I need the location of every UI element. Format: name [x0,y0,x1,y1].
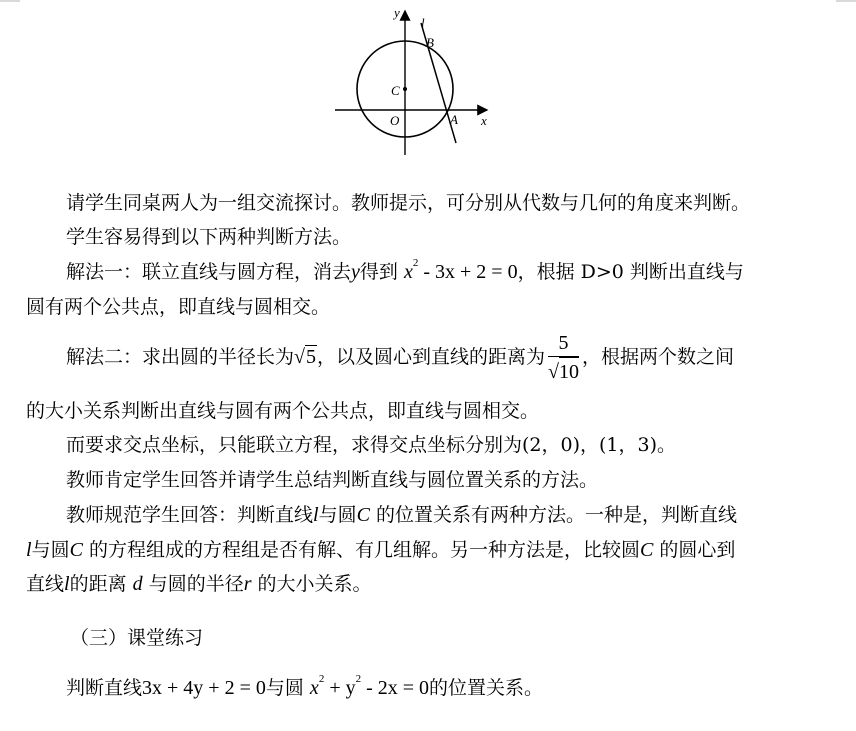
paragraph-2: 学生容易得到以下两种判断方法。 [66,226,352,248]
p11-text-c: 与圆的半径 [148,573,244,595]
p9-text-b: 与圆 [318,504,357,526]
point-a-label: A [450,112,458,127]
p9-var-c: C [356,504,370,526]
p3-eq-rest: - 3x + 2 = 0 [418,261,518,283]
q-text-b: 与圆 [265,677,304,699]
p3-eq-x: x [403,261,413,283]
paragraph-4: 圆有两个公共点，即直线与圆相交。 [26,296,331,318]
paragraph-10 [26,536,735,564]
paragraph-11 [26,570,372,598]
p3-equation [403,257,518,283]
p10-var-c: C [69,539,83,561]
frac-den-radicand: 10 [559,357,579,386]
fraction-5-sqrt10 [548,330,579,386]
paragraph-8: 教师肯定学生回答并请学生总结判断直线与圆位置关系的方法。 [66,469,599,491]
p3-text-a: 解法一：联立直线与圆方程，消去 [66,261,352,283]
p11-text-b: 的距离 [69,573,127,595]
q-text-a: 判断直线 [66,677,143,699]
frac-denominator: √10 [548,357,579,386]
q-eq-plus-y: + y [324,677,356,699]
center-point [403,87,407,91]
p5-text-c: ，根据两个数之间 [582,346,735,368]
p5-text-a: 解法二：求出圆的半径长为 [66,346,295,368]
p5-text-b: ，以及圆心到直线的距离为 [317,346,546,368]
line-label: l [421,15,425,30]
q-circle-equation [309,673,430,699]
p11-var-r: r [243,573,252,595]
frac-numerator: 5 [548,330,579,357]
figure-svg [335,5,505,165]
p10-var-c2: C [639,539,654,561]
q-line-equation: 3x + 4y + 2 = 0 [142,677,266,699]
p10-text-c: 的圆心到 [659,539,736,561]
exercise-question [66,674,543,702]
p11-text-a: 直线 [26,573,65,595]
p10-var-l: l [26,539,32,561]
q-text-c: 的位置关系。 [429,677,544,699]
paragraph-6: 的大小关系判断出直线与圆有两个公共点，即直线与圆相交。 [26,400,540,422]
p9-text-a: 教师规范学生回答：判断直线 [66,504,314,526]
p3-text-b: 得到 [359,261,398,283]
point-c-label: C [391,83,400,98]
p3-var-y: y [351,261,360,283]
p11-var-d: d [132,573,143,595]
paragraph-5 [66,329,734,386]
p11-var-l: l [64,573,70,595]
section-title: （三）课堂练习 [70,627,204,649]
q-eq-rest: - 2x = 0 [361,677,430,699]
p9-var-l: l [313,504,319,526]
paragraph-3 [66,258,744,286]
p3-eq-exp: 2 [412,257,419,269]
paragraph-1: 请学生同桌两人为一组交流探讨。教师提示，可分别从代数与几何的角度来判断。 [66,192,751,214]
top-border-left [0,0,20,2]
p11-text-d: 的大小关系。 [257,573,372,595]
top-border-right [836,0,856,2]
paragraph-9 [66,501,737,529]
circle-line-figure [335,5,505,165]
sqrt-5: √5 [294,346,316,368]
point-b-label: B [426,35,434,50]
q-eq-x: x [309,677,319,699]
p9-text-c: 的位置关系有两种方法。一种是，判断直线 [375,504,737,526]
p10-text-b: 的方程组成的方程组是否有解、有几组解。另一种方法是，比较圆 [88,539,640,561]
paragraph-7: 而要求交点坐标，只能联立方程，求得交点坐标分别为(2，0)，(1，3)。 [66,434,677,456]
p3-text-c: ，根据 D>0 判断出直线与 [517,261,744,283]
p10-text-a: 与圆 [31,539,70,561]
q-eq-exp2: 2 [355,673,362,685]
y-axis-label: y [394,5,400,20]
q-eq-exp1: 2 [318,673,325,685]
sqrt-5-radicand: 5 [306,346,316,368]
x-axis-label: x [481,113,487,128]
origin-label: O [390,113,400,128]
